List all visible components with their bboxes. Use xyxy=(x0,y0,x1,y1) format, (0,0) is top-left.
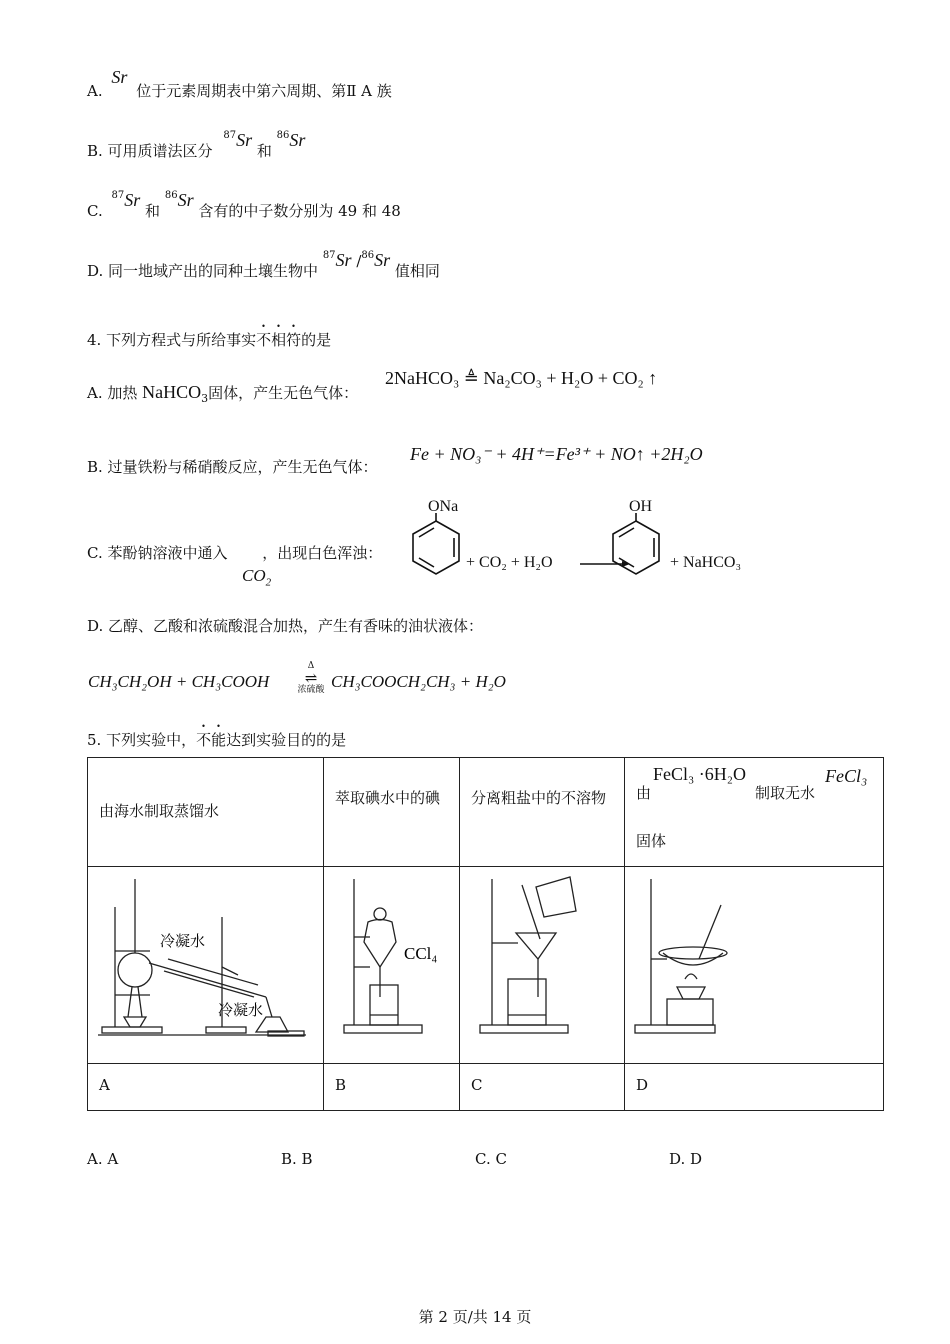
q4-option-c: C. 苯酚钠溶液中通入 ，出现白色浑浊： xyxy=(87,544,383,562)
oh-group: OH xyxy=(629,498,653,515)
equilibrium-condition: Δ ⇌ 浓硫酸 xyxy=(297,661,325,695)
cond-label-2: 冷凝水 xyxy=(218,1001,264,1019)
q4-d-rhs: CH₃COOCH₂CH₃ + H₂O xyxy=(331,672,506,691)
co2-gas: $CO_2$ xyxy=(242,566,272,589)
q4-a-equation: 2NaHCO₃ ≜ Na₂CO₃ + H₂O + CO₂ ↑ xyxy=(385,368,658,388)
q4-option-a: A. 加热 NaHCO$_3$固体，产生无色气体： xyxy=(87,382,359,405)
header-distillation: 由海水制取蒸馏水 xyxy=(99,802,220,820)
q3-option-c: C. $^{87}$Sr 和 $^{86}$Sr 含有的中子数分别为 49 和 48 xyxy=(87,190,401,220)
q5-stem: 5. 下列实验中，不能达到实验目的的是 xyxy=(87,731,347,749)
letter-b: B xyxy=(335,1076,347,1094)
q4-stem: 4. 下列方程式与所给事实不相符的是 xyxy=(87,331,332,349)
header-extraction: 萃取碘水中的碘 xyxy=(335,789,441,807)
filtration-apparatus xyxy=(460,867,624,1063)
q4-option-d: D. 乙醇、乙酸和浓硫酸混合加热，产生有香味的油状液体： xyxy=(87,617,484,635)
product-label: + NaHCO₃ xyxy=(670,554,742,571)
q3-option-d: D. 同一地域产出的同种土壤生物中 $^{87}$Sr /$^{86}$Sr 值相同 xyxy=(87,250,440,280)
header-filtration: 分离粗盐中的不溶物 xyxy=(471,789,607,807)
letter-c: C xyxy=(471,1076,483,1094)
sr-symbol: Sr xyxy=(111,67,128,87)
evaporation-apparatus xyxy=(625,867,883,1063)
experiment-table xyxy=(87,757,884,1111)
phenol-structure xyxy=(613,513,659,574)
letter-a: A xyxy=(99,1076,110,1094)
q4-d-lhs: CH₃CH₂OH + CH₃COOH xyxy=(88,672,270,691)
choice-b[interactable]: B. B xyxy=(281,1150,313,1168)
sodium-phenoxide-structure xyxy=(413,513,459,574)
q3-option-b: B. 可用质谱法区分 $^{87}$Sr 和 $^{86}$Sr xyxy=(87,130,306,160)
choice-d[interactable]: D. D xyxy=(669,1150,703,1168)
choice-c[interactable]: C. C xyxy=(475,1150,507,1168)
q4-b-equation: Fe + NO₃⁻ + 4H⁺=Fe³⁺ + NO↑ +2H₂O xyxy=(410,444,703,464)
separatory-funnel xyxy=(324,867,459,1063)
q3-option-a: A. Sr 位于元素周期表中第六周期、第Ⅱ A 族 xyxy=(87,67,392,100)
cond-label-1: 冷凝水 xyxy=(160,932,206,950)
q4-option-b: B. 过量铁粉与稀硝酸反应，产生无色气体： xyxy=(87,458,378,476)
letter-d: D xyxy=(636,1076,649,1094)
page-footer: 第 2 页/共 14 页 xyxy=(418,1308,532,1326)
ona-group: ONa xyxy=(428,498,459,515)
choice-a[interactable]: A. A xyxy=(87,1150,119,1168)
ccl4-label: CCl₄ xyxy=(404,944,438,963)
header-fecl3: 由 FeCl₃ ·6H₂O 制取无水 FeCl₃ 固体 xyxy=(636,764,868,850)
reactants-label: + CO₂ + H₂O xyxy=(466,554,553,571)
distillation-apparatus xyxy=(88,867,323,1063)
